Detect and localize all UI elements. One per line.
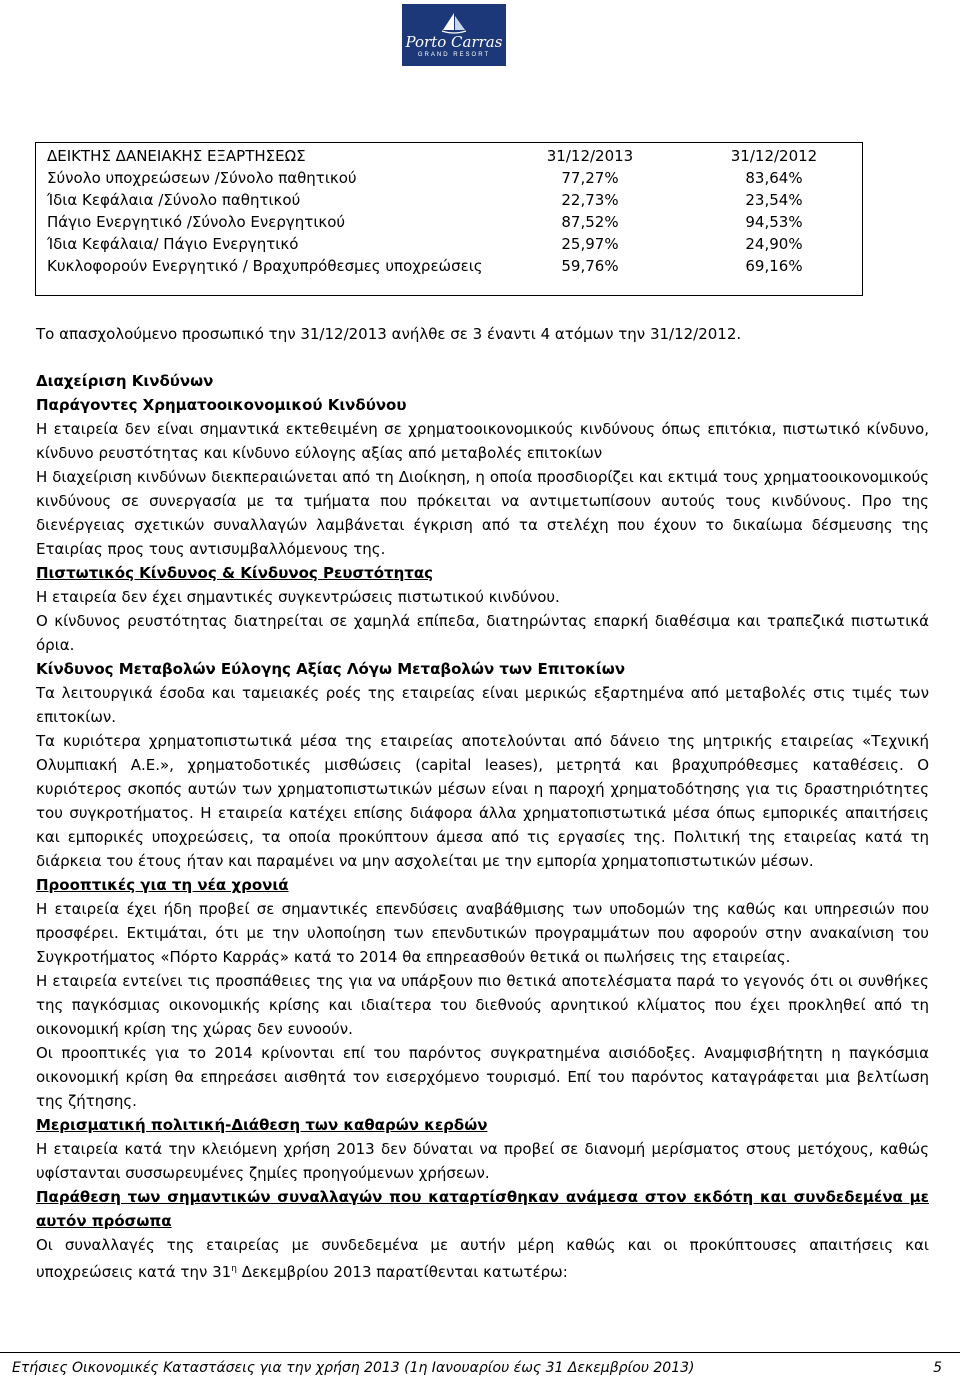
row-label: Ίδια Κεφάλαια /Σύνολο παθητικού xyxy=(47,191,301,209)
risk-management-paragraph: Η διαχείριση κινδύνων διεκπεραιώνεται από τη Διοίκηση, η οποία προσδιορίζει και εκτιμά τους χρηματοοικονομικούς κινδύνους σε συνεργασία με τα τμήματα που πρόκειται να αντιμετωπίσουν αυτούς τους κινδύνους. Προ της διενέργειας σχετικών συναλλαγών λαμβάνεται έγκριση από τα στελέχη που έχουν το δικαίωμα δέσμευσης της Εταιρίας προς τους αντισυμβαλλόμενους της. xyxy=(36,468,929,558)
row-label: Σύνολο υποχρεώσεων /Σύνολο παθητικού xyxy=(47,169,357,187)
related-party-title: Παράθεση των σημαντικών συναλλαγών που καταρτίσθηκαν ανάμεσα στον εκδότη και συνδεδεμένα με αυτόν πρόσωπα xyxy=(36,1188,929,1230)
table-row xyxy=(36,211,862,233)
table-header-row xyxy=(36,145,862,167)
risk-management-title: Διαχείριση Κινδύνων xyxy=(36,372,214,390)
logo-subtitle: GRAND RESORT xyxy=(417,51,491,58)
financial-risk-title: Παράγοντες Χρηματοοικονομικού Κινδύνου xyxy=(36,396,407,414)
table-header-label: ΔΕΙΚΤΗΣ ΔΑΝΕΙΑΚΗΣ ΕΞΑΡΤΗΣΕΩΣ xyxy=(47,147,306,165)
row-value-2013: 87,52% xyxy=(561,213,619,231)
table-row xyxy=(36,167,862,189)
table-header-col2: 31/12/2012 xyxy=(730,147,818,165)
related-party-text-a: Οι συναλλαγές της εταιρείας με συνδεδεμένα με αυτήν μέρη καθώς και οι προκύπτουσες απαιτήσεις και υποχρεώσεις κατά την 31 xyxy=(36,1236,929,1281)
related-party-paragraph xyxy=(36,1233,929,1284)
related-party-text-b: Δεκεμβρίου 2013 παρατίθενται κατωτέρω: xyxy=(236,1263,568,1281)
outlook-paragraph-2: Η εταιρεία εντείνει τις προσπάθειες της για να υπάρξουν πιο θετικά αποτελέσματα παρά το γεγονός ότι οι συνθήκες της παγκόσμιας οικονομικής κρίσης και ιδιαίτερα του διεθνούς αρνητικού κλίματος που έχει προκληθεί από τη οικονομική κρίση της χώρας δεν ευνοούν. xyxy=(36,972,929,1038)
credit-risk-paragraph: Η εταιρεία δεν έχει σημαντικές συγκεντρώσεις πιστωτικού κινδύνου. xyxy=(36,588,560,606)
staff-note-block xyxy=(36,322,929,346)
row-value-2012: 24,90% xyxy=(745,235,803,253)
dividend-policy-title: Μερισματική πολιτική-Διάθεση των καθαρών κερδών xyxy=(36,1116,488,1134)
credit-liquidity-title: Πιστωτικός Κίνδυνος & Κίνδυνος Ρευστότητας xyxy=(36,564,434,582)
row-value-2012: 23,54% xyxy=(745,191,803,209)
sailboat-logo-icon xyxy=(439,12,469,34)
footer-divider xyxy=(0,1352,960,1353)
outlook-paragraph-3: Οι προοπτικές για το 2014 κρίνονται επί του παρόντος συγκρατημένα αισιόδοξες. Αναμφισβήτητη η παγκόσμια οικονομική κρίση θα επηρεάσει αισθητά τον εισερχόμενο τουρισμό. Επί του παρόντος καταγράφεται μια βελτίωση της ζήτησης. xyxy=(36,1044,929,1110)
financial-risk-paragraph: Η εταιρεία δεν είναι σημαντικά εκτεθειμένη σε χρηματοοικονομικούς κινδύνους όπως επιτόκια, πιστωτικό κίνδυνο, κίνδυνο ρευστότητας και κίνδυνο εύλογης αξίας από μεταβολές επιτοκίων xyxy=(36,420,929,462)
related-party-superscript: η xyxy=(231,1264,237,1274)
logo-name: Porto Carras xyxy=(405,32,503,51)
outlook-title: Προοπτικές για τη νέα χρονιά xyxy=(36,876,289,894)
fair-value-paragraph-1: Τα λειτουργικά έσοδα και ταμειακές ροές της εταιρείας είναι μερικώς εξαρτημένα από μεταβολές στις τιμές των επιτοκίων. xyxy=(36,684,929,726)
row-value-2012: 69,16% xyxy=(745,257,803,275)
page-number: 5 xyxy=(933,1360,942,1376)
row-value-2013: 22,73% xyxy=(561,191,619,209)
company-logo xyxy=(402,4,506,66)
liquidity-risk-paragraph: Ο κίνδυνος ρευστότητας διατηρείται σε χαμηλά επίπεδα, διατηρώντας επαρκή διαθέσιμα και τραπεζικά πιστωτικά όρια. xyxy=(36,612,929,654)
dividend-policy-paragraph: Η εταιρεία κατά την κλειόμενη χρήση 2013 δεν δύναται να προβεί σε διανομή μερίσματος στους μετόχους, καθώς υφίστανται συσσωρευμένες ζημίες προηγούμενων χρήσεων. xyxy=(36,1140,929,1182)
row-value-2013: 59,76% xyxy=(561,257,619,275)
row-label: Ίδια Κεφάλαια/ Πάγιο Ενεργητικό xyxy=(47,235,299,253)
row-label: Κυκλοφορούν Ενεργητικό / Βραχυπρόθεσμες υποχρεώσεις xyxy=(47,257,483,275)
report-body xyxy=(36,369,929,1284)
debt-ratio-table xyxy=(35,142,863,296)
staff-note: Το απασχολούμενο προσωπικό την 31/12/2013 ανήλθε σε 3 έναντι 4 ατόμων την 31/12/2012. xyxy=(36,325,742,343)
page-footer xyxy=(12,1358,942,1378)
outlook-paragraph-1: Η εταιρεία έχει ήδη προβεί σε σημαντικές επενδύσεις αναβάθμισης των υποδομών της καθώς και υπηρεσιών που προσφέρει. Εκτιμάται, ότι με την υλοποίηση των επενδυτικών προγραμμάτων που αφορούν στην ανακαίνιση του Συγκροτήματος «Πόρτο Καρράς» κατά το 2014 θα επηρεασθούν θετικά οι πωλήσεις της εταιρείας. xyxy=(36,900,929,966)
footer-text: Ετήσιες Οικονομικές Καταστάσεις για την χρήση 2013 (1η Ιανουαρίου έως 31 Δεκεμβρίου 2013) xyxy=(12,1360,695,1376)
row-value-2012: 83,64% xyxy=(745,169,803,187)
fair-value-risk-title: Κίνδυνος Μεταβολών Εύλογης Αξίας Λόγω Μεταβολών των Επιτοκίων xyxy=(36,660,626,678)
table-row xyxy=(36,255,862,277)
table-header-col1: 31/12/2013 xyxy=(546,147,634,165)
row-label: Πάγιο Ενεργητικό /Σύνολο Ενεργητικού xyxy=(47,213,346,231)
table-row xyxy=(36,233,862,255)
table-row xyxy=(36,189,862,211)
row-value-2013: 77,27% xyxy=(561,169,619,187)
row-value-2012: 94,53% xyxy=(745,213,803,231)
row-value-2013: 25,97% xyxy=(561,235,619,253)
fair-value-paragraph-2: Τα κυριότερα χρηματοπιστωτικά μέσα της εταιρείας αποτελούνται από δάνειο της μητρικής εταιρείας «Τεχνική Ολυμπιακή Α.Ε.», χρηματοδοτικές μισθώσεις (capital leases), μετρητά και βραχυπρόθεσμες καταθέσεις. Ο κυριότερος σκοπός αυτών των χρηματοπιστωτικών μέσων είναι η παροχή χρηματοδότησης για τις δραστηριότητες του συγκροτήματος. Η εταιρεία κατέχει επίσης διάφορα άλλα χρηματοπιστωτικά μέσα όπως εμπορικές απαιτήσεις και εμπορικές υποχρεώσεις, τα οποία προκύπτουν άμεσα από τις εργασίες της. Πολιτική της εταιρείας κατά τη διάρκεια του έτους ήταν και παραμένει να μην ασχολείται με την εμπορία χρηματοπιστωτικών μέσων. xyxy=(36,732,929,870)
